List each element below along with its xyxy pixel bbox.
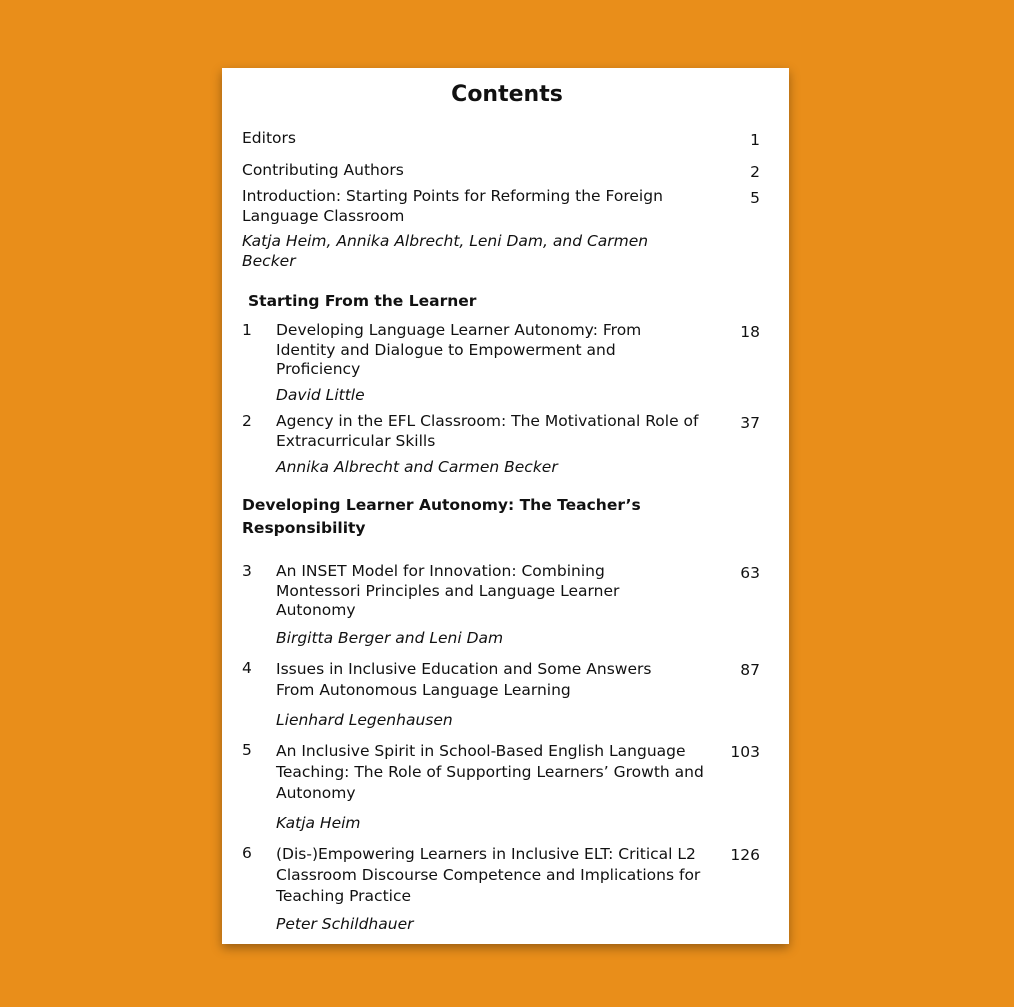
- chapter-authors: Peter Schildhauer: [276, 915, 414, 933]
- chapter-number: 3: [242, 562, 252, 580]
- chapter-title: An Inclusive Spirit in School-Based English Language Teaching: The Role of Supporting Learners’ Growth and Autonomy: [276, 742, 704, 802]
- chapter-authors: David Little: [276, 386, 365, 404]
- chapter-page-number: 126: [730, 846, 760, 864]
- chapter-title: An INSET Model for Innovation: Combining Montessori Principles and Language Learner Autonomy: [276, 562, 620, 619]
- chapter-page-number: 18: [740, 323, 760, 341]
- chapter-page-number: 103: [730, 743, 760, 761]
- entry-title-editors: Editors: [242, 129, 296, 147]
- authors-introduction: Katja Heim, Annika Albrecht, Leni Dam, and Carmen Becker: [242, 232, 649, 270]
- chapter-authors: Katja Heim: [276, 814, 361, 832]
- chapter-number: 4: [242, 659, 252, 677]
- chapter-authors: Lienhard Legenhausen: [276, 711, 453, 729]
- chapter-page-number: 37: [740, 414, 760, 432]
- section-title-starting-from-learner: Starting From the Learner: [248, 292, 477, 310]
- chapter-number: 2: [242, 412, 252, 430]
- chapter-number: 6: [242, 844, 252, 862]
- chapter-authors: Annika Albrecht and Carmen Becker: [276, 458, 558, 476]
- page-number-contributing-authors: 2: [750, 163, 760, 181]
- entry-title-contributing-authors: Contributing Authors: [242, 161, 404, 179]
- entry-title-introduction: Introduction: Starting Points for Reforming the Foreign Language Classroom: [242, 187, 663, 225]
- chapter-title: Issues in Inclusive Education and Some Answers From Autonomous Language Learning: [276, 660, 652, 699]
- contents-heading: Contents: [451, 82, 563, 107]
- chapter-authors: Birgitta Berger and Leni Dam: [276, 629, 504, 647]
- chapter-page-number: 63: [740, 564, 760, 582]
- chapter-number: 5: [242, 741, 252, 759]
- chapter-title: Agency in the EFL Classroom: The Motivational Role of Extracurricular Skills: [276, 412, 699, 450]
- section-title-teacher-responsibility: Developing Learner Autonomy: The Teacher’s Responsibility: [242, 496, 641, 537]
- chapter-title: (Dis-)Empowering Learners in Inclusive ELT: Critical L2 Classroom Discourse Competence and Implications for Teaching Practice: [276, 845, 701, 905]
- chapter-number: 1: [242, 321, 252, 339]
- chapter-title: Developing Language Learner Autonomy: From Identity and Dialogue to Empowerment and Proficiency: [276, 321, 642, 378]
- page-number-editors: 1: [750, 131, 760, 149]
- page-number-introduction: 5: [750, 189, 760, 207]
- chapter-page-number: 87: [740, 661, 760, 679]
